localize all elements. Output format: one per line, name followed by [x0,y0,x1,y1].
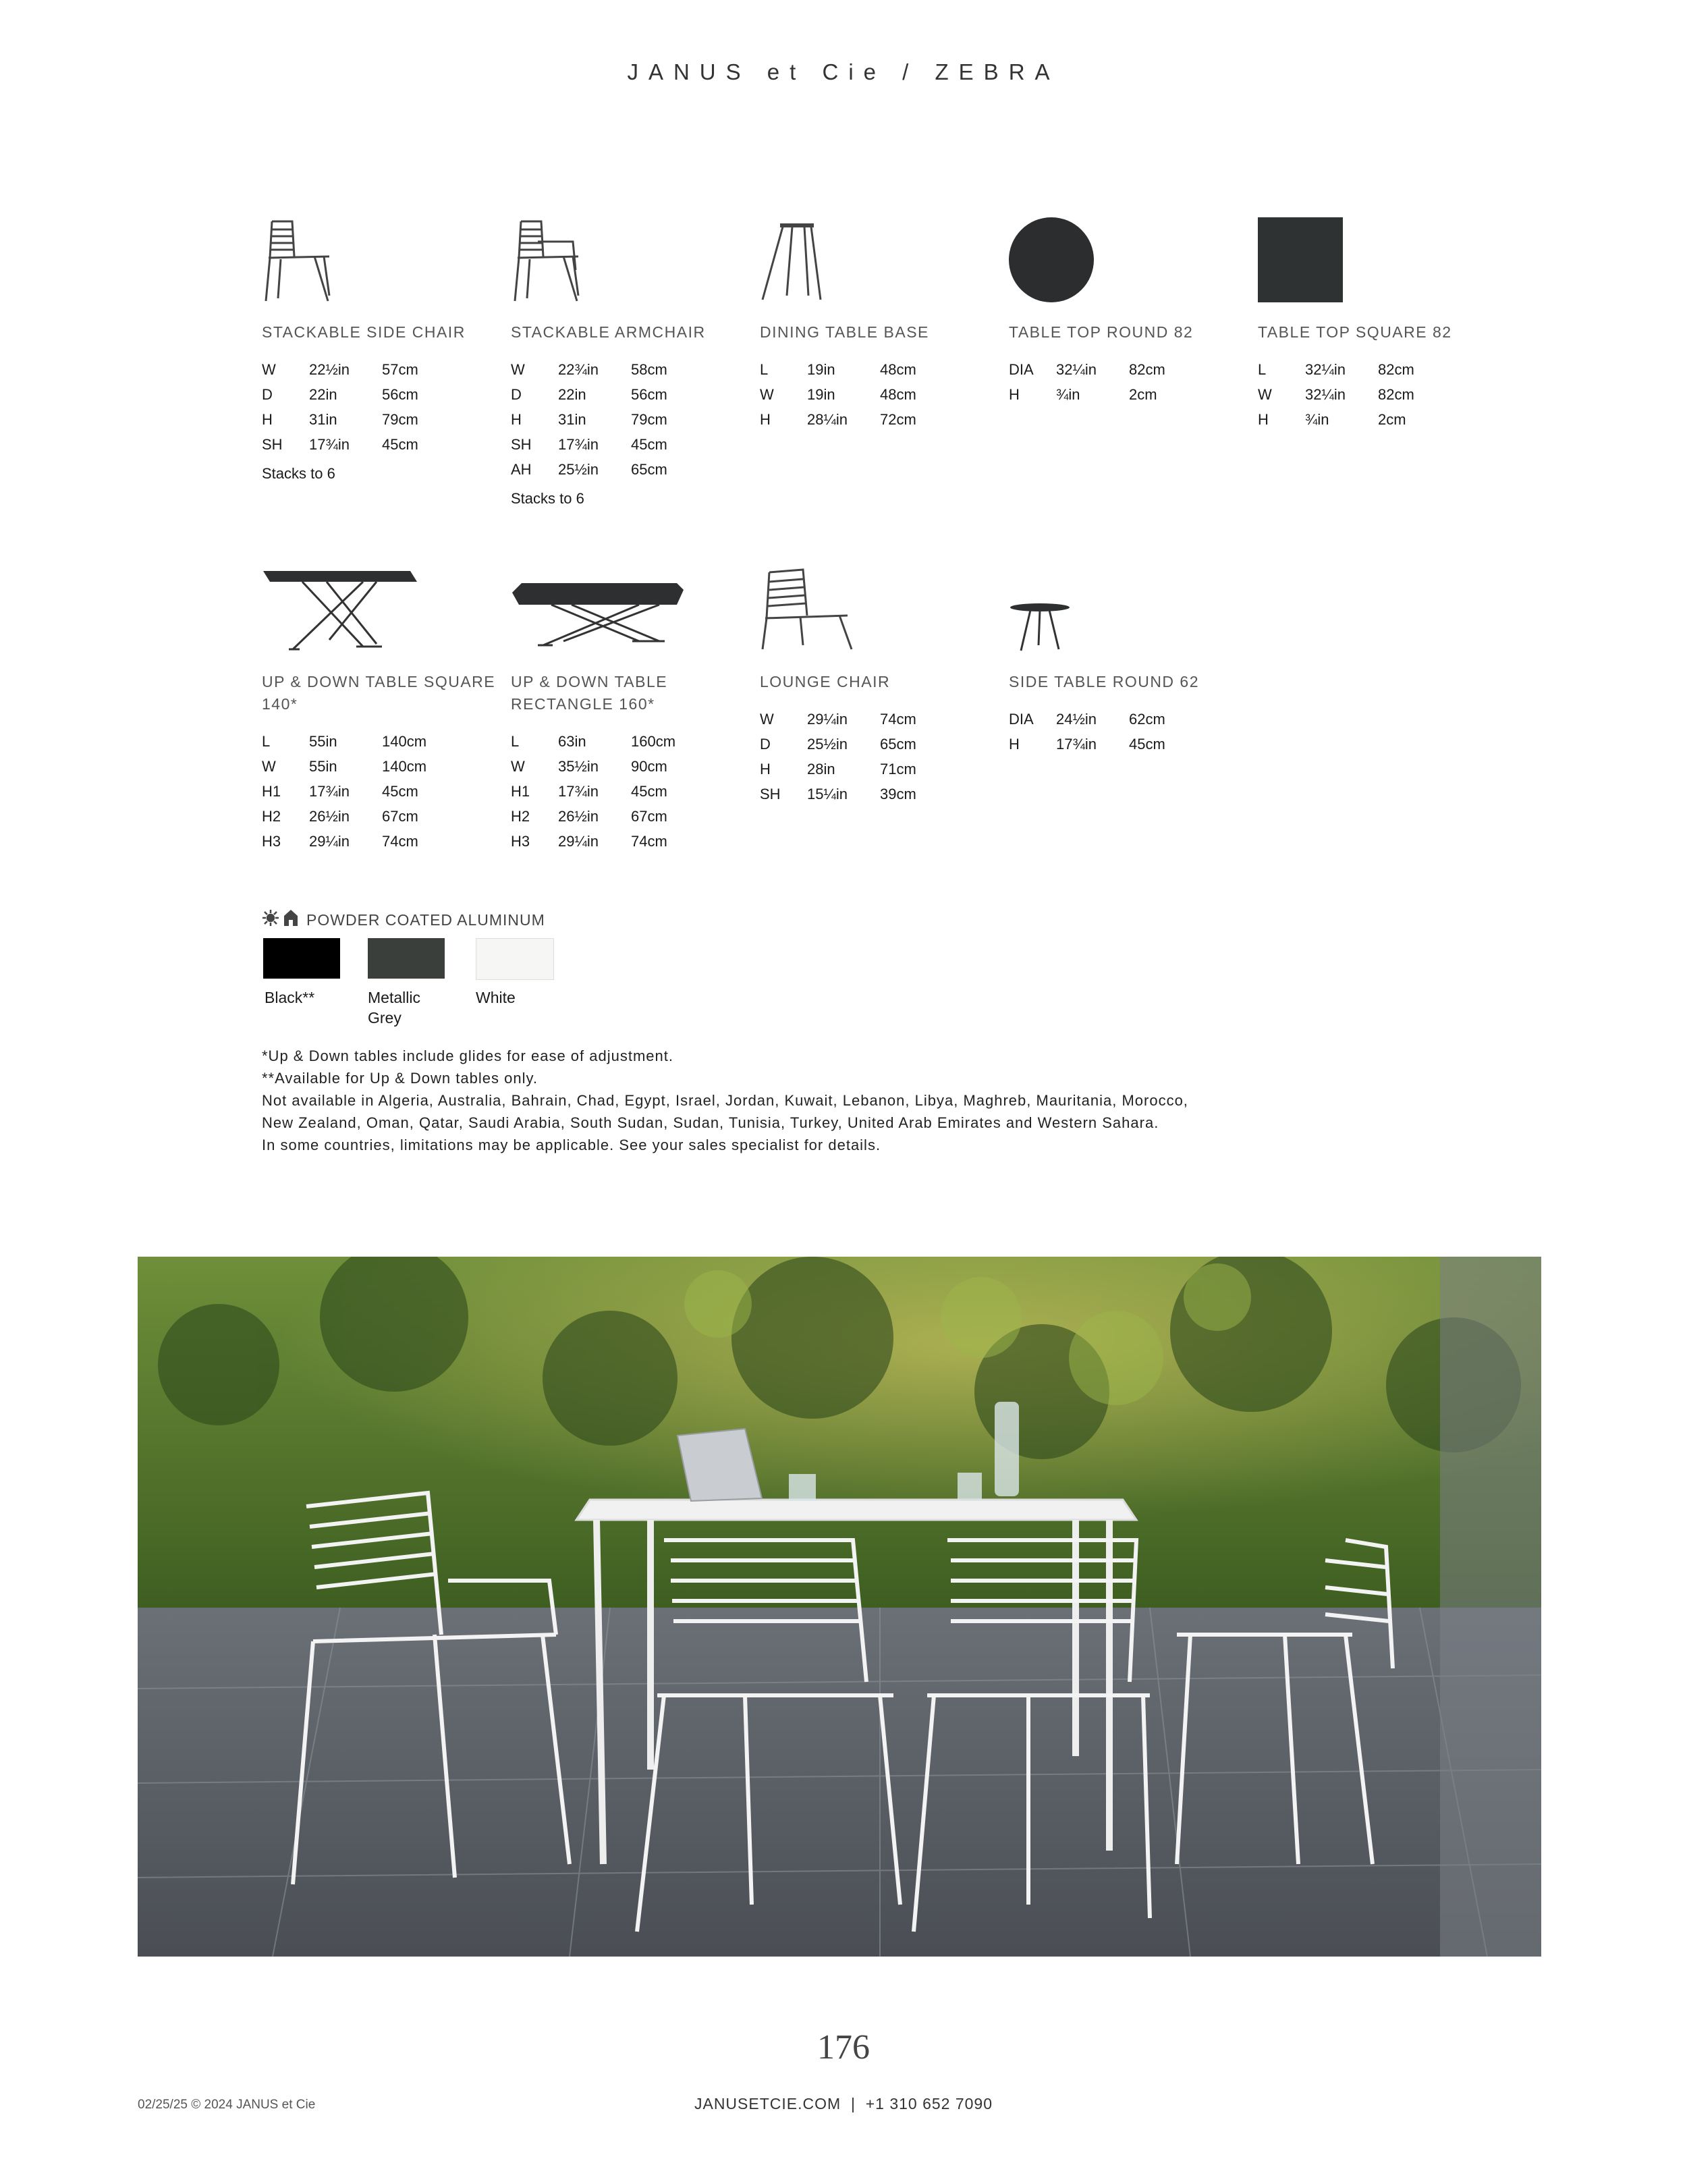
product-name: DINING TABLE BASE [760,323,929,341]
dim-inches: 55in [309,733,337,750]
dim-cm: 48cm [880,386,916,403]
dimension-row [760,382,1003,407]
dim-cm: 160cm [631,733,676,750]
product-name: TABLE TOP SQUARE 82 [1258,323,1452,341]
product-side-table [1009,566,1252,757]
dimension-row [511,729,754,754]
dim-cm: 48cm [880,361,916,378]
dim-inches: 17¾in [1056,736,1097,753]
dim-cm: 74cm [880,711,916,728]
dim-key: H3 [511,833,530,850]
page-number: 176 [817,2028,870,2067]
dimension-row [262,432,505,457]
dim-inches: 32¼in [1305,361,1346,378]
table-base-icon [760,216,1003,304]
dim-cm: 45cm [631,783,667,800]
footnotes [262,1045,1188,1156]
dim-inches: 22in [558,386,586,403]
dimension-row [1009,382,1252,407]
finishes-header [262,909,545,931]
product-name: SIDE TABLE ROUND 62 [1009,673,1200,690]
product-table-top-square [1258,216,1501,432]
dim-cm: 71cm [880,761,916,777]
dim-inches: 24½in [1056,711,1097,728]
product-name: STACKABLE ARMCHAIR [511,323,706,341]
dimension-row [511,407,754,432]
dimension-row [511,432,754,457]
updown-square-icon [262,566,505,653]
dim-cm: 79cm [631,411,667,428]
dim-cm: 74cm [631,833,667,850]
dim-cm: 45cm [382,783,418,800]
dimension-row [1009,357,1252,382]
dim-cm: 39cm [880,786,916,802]
dim-inches: 17¾in [558,783,599,800]
dim-cm: 65cm [631,461,667,478]
dim-cm: 82cm [1378,386,1414,403]
dim-key: H [1258,411,1269,428]
dim-key: SH [511,436,532,453]
footnote: New Zealand, Oman, Qatar, Saudi Arabia, South Sudan, Sudan, Tunisia, Turkey, United Arab Emirates and Western Sahara. [262,1114,1159,1131]
dimension-row [511,382,754,407]
dim-cm: 56cm [631,386,667,403]
swatch-black [263,938,340,979]
dim-key: H2 [262,808,281,825]
dim-cm: 65cm [880,736,916,753]
round-top-icon [1009,216,1252,304]
dim-key: H [1009,386,1020,403]
dimension-row [511,754,754,779]
dim-inches: 29¼in [558,833,599,850]
dim-key: L [262,733,271,750]
dimension-row [1258,357,1501,382]
dim-cm: 58cm [631,361,667,378]
side-table-icon [1009,566,1252,653]
dim-key: D [511,386,522,403]
dim-key: SH [760,786,781,802]
dimension-row [511,779,754,804]
dim-key: W [262,758,276,775]
dimension-row [760,757,1003,782]
dim-inches: 63in [558,733,586,750]
dim-cm: 72cm [880,411,916,428]
dim-inches: 32¼in [1056,361,1097,378]
dim-key: DIA [1009,361,1034,378]
footnote: In some countries, limitations may be applicable. See your sales specialist for details. [262,1137,881,1153]
dimension-row [262,829,505,854]
dim-cm: 90cm [631,758,667,775]
swatch-white [476,938,554,980]
dim-cm: 67cm [382,808,418,825]
dim-cm: 79cm [382,411,418,428]
dim-inches: 32¼in [1305,386,1346,403]
dim-inches: ¾in [1056,386,1080,403]
dimension-row [1009,707,1252,732]
footnote: Not available in Algeria, Australia, Bahrain, Chad, Egypt, Israel, Jordan, Kuwait, Lebanon, Libya, Maghreb, Mauritania, Morocco, [262,1092,1188,1109]
dim-inches: 25½in [807,736,848,753]
product-name: UP & DOWN TABLE SQUARE 140* [262,673,496,713]
sun-icon [262,909,279,931]
dim-cm: 45cm [631,436,667,453]
dim-key: D [262,386,273,403]
dim-inches: 26½in [309,808,350,825]
product-name: LOUNGE CHAIR [760,673,891,690]
product-dining-table-base [760,216,1003,432]
dim-cm: 82cm [1129,361,1165,378]
dim-key: H [760,761,771,777]
dim-cm: 74cm [382,833,418,850]
dim-key: W [262,361,276,378]
dim-key: H1 [511,783,530,800]
dimension-row [262,779,505,804]
dim-inches: 55in [309,758,337,775]
dim-inches: 26½in [558,808,599,825]
brand-header: JANUS et Cie / ZEBRA [627,59,1060,84]
product-armchair [511,216,754,508]
dim-inches: 31in [558,411,586,428]
dim-inches: 28¼in [807,411,848,428]
footnote: **Available for Up & Down tables only. [262,1070,538,1087]
dimension-row [760,707,1003,732]
dim-inches: 29¼in [309,833,350,850]
product-note: Stacks to 6 [262,465,335,482]
dimension-row [511,804,754,829]
dim-cm: 62cm [1129,711,1165,728]
dim-key: W [760,711,774,728]
product-updown-rectangle [511,566,754,854]
dim-key: L [1258,361,1267,378]
dim-inches: 22½in [309,361,350,378]
dim-key: H2 [511,808,530,825]
square-top-icon [1258,216,1501,304]
product-table-top-round [1009,216,1252,407]
dim-cm: 2cm [1129,386,1157,403]
dim-key: H [262,411,273,428]
dim-key: L [760,361,769,378]
product-note: Stacks to 6 [511,490,584,507]
dim-cm: 57cm [382,361,418,378]
dim-key: H [1009,736,1020,753]
footer-date-copyright: 02/25/25 © 2024 JANUS et Cie [138,2098,316,2112]
product-name: STACKABLE SIDE CHAIR [262,323,466,341]
dim-key: W [511,758,525,775]
dim-key: AH [511,461,532,478]
dimension-row [760,782,1003,807]
dim-key: H1 [262,783,281,800]
dim-inches: 17¾in [309,436,350,453]
dim-key: W [1258,386,1272,403]
dim-key: L [511,733,520,750]
armchair-icon [511,216,754,304]
dim-inches: 17¾in [309,783,350,800]
dim-key: H [511,411,522,428]
dimension-row [511,357,754,382]
footnote: *Up & Down tables include glides for ease of adjustment. [262,1047,673,1064]
house-icon [283,909,298,931]
updown-rectangle-icon [511,566,754,653]
dim-inches: 15¼in [807,786,848,802]
dim-inches: 35½in [558,758,599,775]
dim-inches: 29¼in [807,711,848,728]
dim-inches: 17¾in [558,436,599,453]
dim-cm: 82cm [1378,361,1414,378]
dim-key: W [511,361,525,378]
dim-cm: 45cm [1129,736,1165,753]
lifestyle-photo [138,1257,1541,1957]
dim-key: H [760,411,771,428]
dimension-row [1258,382,1501,407]
dim-key: SH [262,436,283,453]
dim-inches: 19in [807,361,835,378]
dim-cm: 140cm [382,758,427,775]
dim-inches: 19in [807,386,835,403]
dim-inches: 22¾in [558,361,599,378]
dim-inches: 31in [309,411,337,428]
product-name: UP & DOWN TABLE RECTANGLE 160* [511,673,668,713]
dim-inches: 25½in [558,461,599,478]
side-chair-icon [262,216,505,304]
dim-cm: 140cm [382,733,427,750]
dimension-row [511,457,754,482]
dim-key: DIA [1009,711,1034,728]
product-side-chair [262,216,505,483]
dim-cm: 67cm [631,808,667,825]
finishes-title: POWDER COATED ALUMINUM [306,910,545,929]
swatch-label-black: Black** [265,989,315,1006]
dimension-row [262,729,505,754]
product-name: TABLE TOP ROUND 82 [1009,323,1194,341]
lounge-chair-icon [760,566,1003,653]
dimension-row [760,357,1003,382]
dim-cm: 2cm [1378,411,1406,428]
dimension-row [262,754,505,779]
dimension-row [760,407,1003,432]
dimension-row [262,407,505,432]
swatch-label-metallic-grey: Metallic Grey [368,989,420,1027]
dimension-row [511,829,754,854]
dim-key: D [760,736,771,753]
dim-cm: 45cm [382,436,418,453]
dim-cm: 56cm [382,386,418,403]
dimension-row [262,382,505,407]
swatch-label-white: White [476,989,516,1006]
dim-key: H3 [262,833,281,850]
dimension-row [1009,732,1252,757]
dim-key: W [760,386,774,403]
dimension-row [262,804,505,829]
footer-contact: JANUSETCIE.COM | +1 310 652 7090 [694,2095,993,2112]
dim-inches: 22in [309,386,337,403]
dimension-row [760,732,1003,757]
product-lounge-chair [760,566,1003,807]
swatch-metallic-grey [368,938,445,979]
dimension-row [262,357,505,382]
dim-inches: ¾in [1305,411,1329,428]
dimension-row [1258,407,1501,432]
product-updown-square [262,566,505,854]
dim-inches: 28in [807,761,835,777]
